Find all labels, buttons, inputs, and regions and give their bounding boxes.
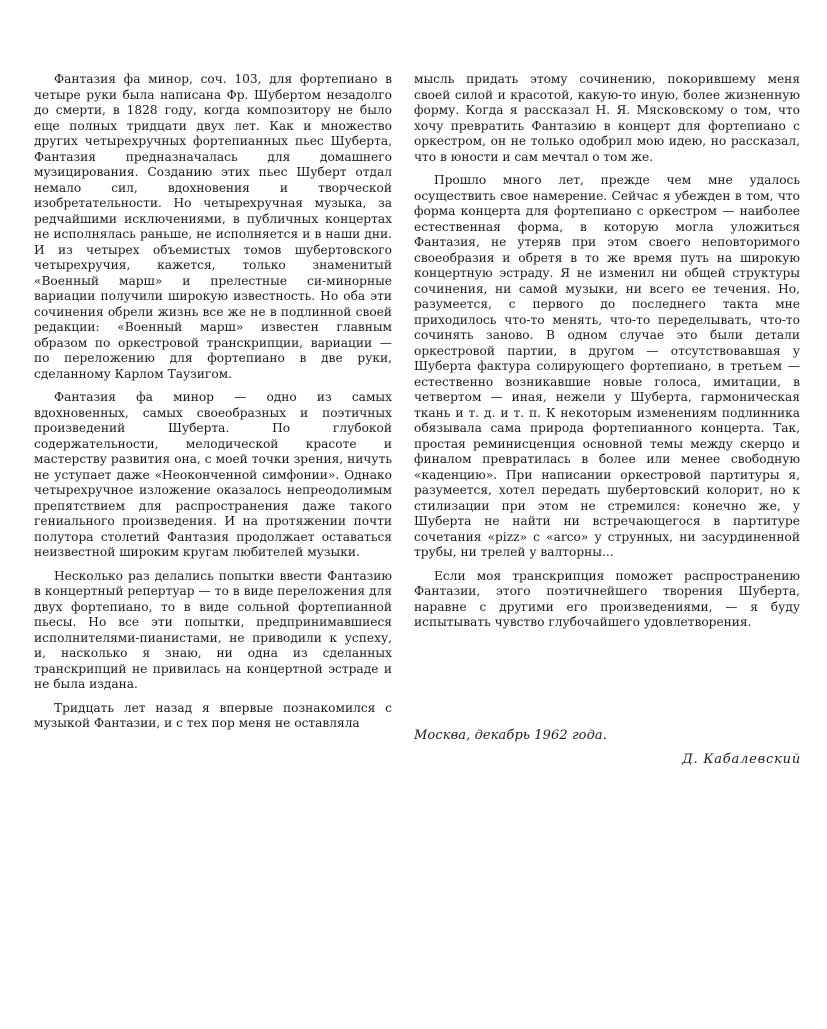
paragraph-2: Фантазия фа минор — одно из самых вдохновенных, самых своеобразных и поэтичных произведений Шуберта. По глубокой содержательности, мелодической красоте и мастерству развития она, с моей точки зрения, ничуть не уступает даже «Неоконченной симфонии». Однако четырехручное изложение оказалось непреодолимым препятствием для распространения даже такого гениального произведения. И на протяжении почти полутора столетий Фантазия продолжает оставаться неизвестной широким кругам любителей музыки. <box>34 390 392 559</box>
left-column <box>34 72 392 740</box>
dateline: Москва, декабрь 1962 года. <box>414 728 608 743</box>
paragraph-1: Фантазия фа минор, соч. 103, для фортепиано в четыре руки была написана Фр. Шубертом незадолго до смерти, в 1828 году, когда композитору не было еще полных тридцати двух лет. Как и множество других четырехручных фортепианных пьес Шуберта, Фантазия предназначалась для домашнего музицирования. Созданию этих пьес Шуберт отдал немало сил, вдохновения и творческой изобретательности. Но четырехручная музыка, за редчайшими исключениями, в публичных концертах не исполнялась раньше, не исполняется и в наши дни. И из четырех объемистых томов шубертовского четырехручия, кажется, только знаменитый «Военный марш» и прелестные си-минорные вариации получили широкую известность. Но оба эти сочинения обрели жизнь все же не в подлинной своей редакции: «Военный марш» известен главным образом по оркестровой транскрипции, вариации — по переложению для фортепиано в две руки, сделанному Карлом Таузигом. <box>34 72 392 381</box>
paragraph-5: мысль придать этому сочинению, покорившему меня своей силой и красотой, какую-то иную, более жизненную форму. Когда я рассказал Н. Я. Мясковскому о том, что хочу превратить Фантазию в концерт для фортепиано с оркестром, он не только одобрил мою идею, но рассказал, что в юности и сам мечтал о том же. <box>414 72 800 164</box>
paragraph-6: Прошло много лет, прежде чем мне удалось осуществить свое намерение. Сейчас я убежден в том, что форма концерта для фортепиано с оркестром — наиболее естественная форма, в которую могла уложиться Фантазия, не утеряв при этом своего неповторимого своеобразия и обретя в то же время путь на широкую концертную эстраду. Я не изменил ни общей структуры сочинения, ни самой музыки, ни всего ее течения. Но, разумеется, с первого до последнего такта мне приходилось что-то менять, что-то переделывать, что-то сочинять заново. В одном случае это были детали оркестровой партии, в другом — отсутствовавшая у Шуберта фактура солирующего фортепиано, в третьем — естественно возникавшие новые голоса, имитации, в четвертом — иная, нежели у Шуберта, гармоническая ткань и т. д. и т. п. К некоторым изменениям подлинника обязывала сама природа фортепианного концерта. Так, простая реминисценция основной темы между скерцо и финалом превратилась в более или менее свободную «каденцию». При написании оркестровой партитуры я, разумеется, хотел передать шубертовский колорит, но к стилизации при этом не стремился: конечно же, у Шуберта не найти ни встречающегося в партитуре сочетания «pizz» с «arco» у струнных, ни засурдиненной трубы, ни трелей у валторны... <box>414 173 800 559</box>
paragraph-4: Тридцать лет назад я впервые познакомился с музыкой Фантазии, и с тех пор меня не оставляла <box>34 700 392 730</box>
author-signature: Д. Кабалевский <box>682 752 801 767</box>
paragraph-3: Несколько раз делались попытки ввести Фантазию в концертный репертуар — то в виде переложения для двух фортепиано, то в виде сольной фортепианной пьесы. Но все эти попытки, предпринимавшиеся исполнителями-пианистами, не приводили к успеху, и, насколько я знаю, ни одна из сделанных транскрипций не привилась на концертной эстраде и не была издана. <box>34 568 392 691</box>
right-column <box>414 72 800 639</box>
paragraph-7: Если моя транскрипция поможет распространению Фантазии, этого поэтичнейшего творения Шуберта, наравне с другими его произведениями, — я буду испытывать чувство глубочайшего удовлетворения. <box>414 568 800 629</box>
